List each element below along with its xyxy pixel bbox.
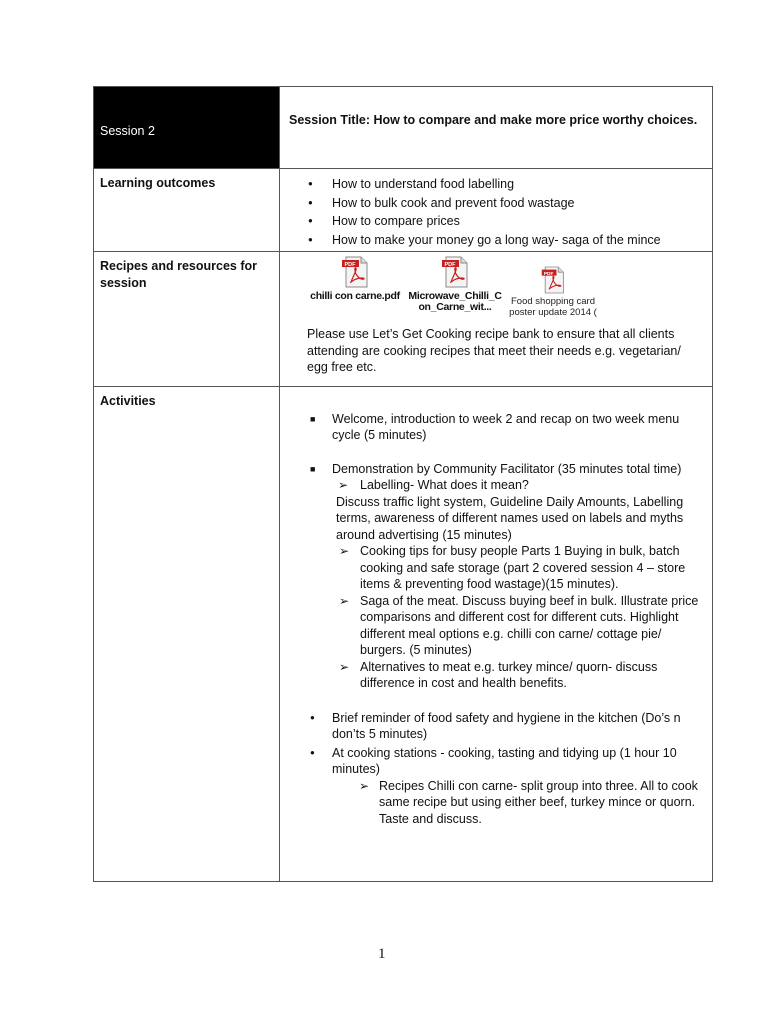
square-bullet-icon: ■ xyxy=(310,463,316,474)
learning-outcomes-list xyxy=(308,175,704,249)
attachment-food-shopping-card[interactable] xyxy=(503,266,603,318)
activities-cell xyxy=(280,386,713,882)
demo-cooking-tips: Cooking tips for busy people Parts 1 Buying in bulk, batch cooking and safe storage (part 2 covered session 4 – store items & preventing food wastage)(15 minutes). xyxy=(360,544,686,591)
learning-outcomes-cell xyxy=(280,169,713,252)
demo-saga: Saga of the meat. Discuss buying beef in bulk. Illustrate price comparisons and different cost for different cuts. Highlight different meal options e.g. chilli con carne/ cottage pie/ burgers. (5 minutes) xyxy=(360,593,699,657)
arrow-bullet-icon: ➢ xyxy=(339,659,350,674)
learning-outcomes-row xyxy=(94,169,713,252)
activities-label: Activities xyxy=(94,386,280,882)
activity-item xyxy=(310,745,704,828)
attachment-microwave-chilli[interactable] xyxy=(409,256,501,313)
sub-item xyxy=(336,659,704,692)
arrow-bullet-icon: ➢ xyxy=(338,478,349,492)
sub-item-arrow xyxy=(356,778,704,828)
session-title: Session Title: How to compare and make more price worthy choices. xyxy=(280,87,713,169)
svg-text:PDF: PDF xyxy=(543,271,554,277)
attachments-row xyxy=(307,256,704,324)
session-plan-table xyxy=(93,86,713,882)
attachment-chilli-con-carne[interactable] xyxy=(307,256,403,302)
arrow-bullet-icon: ➢ xyxy=(339,593,350,608)
session-number-cell xyxy=(94,87,280,169)
recipes-label: Recipes and resources for session xyxy=(94,252,280,387)
svg-text:PDF: PDF xyxy=(444,262,456,268)
list-item: ● How to bulk cook and prevent food wastage xyxy=(308,194,704,213)
recipes-note: Please use Let’s Get Cooking recipe bank to ensure that all clients attending are cooking recipes that meet their needs e.g. vegetarian/ egg free etc. xyxy=(307,327,681,374)
recipes-cell xyxy=(280,252,713,387)
activity-demo-heading: Demonstration by Community Facilitator (35 minutes total time) xyxy=(332,461,682,476)
activity-item xyxy=(310,461,704,692)
session-header-row xyxy=(94,87,713,169)
bullet-icon: ● xyxy=(310,712,315,722)
activity-stations: At cooking stations - cooking, tasting and tidying up (1 hour 10 minutes) xyxy=(332,745,677,776)
sub-item xyxy=(336,593,704,659)
list-item: ● How to compare prices xyxy=(308,212,704,231)
arrow-bullet-icon: ➢ xyxy=(359,778,370,793)
activities-row xyxy=(94,386,713,882)
activity-reminder: Brief reminder of food safety and hygiene in the kitchen (Do’s n don’ts 5 minutes) xyxy=(332,710,681,741)
activity-item xyxy=(310,411,704,444)
arrow-bullet-icon: ➢ xyxy=(339,544,350,558)
bullet-icon: ● xyxy=(310,747,315,757)
attachment-name: Microwave_Chilli_C on_Carne_wit... xyxy=(408,290,502,313)
demo-labelling-detail: Discuss traffic light system, Guideline Daily Amounts, Labelling terms, awareness of different names used on labels and myths around advertising (15 minutes) xyxy=(336,494,684,542)
attachment-name: Food shopping card poster update 2014 ( xyxy=(509,296,597,318)
session-number: Session 2 xyxy=(100,124,155,139)
pdf-file-icon xyxy=(440,256,470,288)
page-number: 1 xyxy=(378,946,386,962)
svg-text:PDF: PDF xyxy=(344,262,356,268)
list-item: ● How to make your money go a long way- saga of the mince xyxy=(308,231,704,250)
stations-recipe: Recipes Chilli con carne- split group into three. All to cook same recipe but using either beef, turkey mince or quorn. Taste and discuss. xyxy=(379,778,698,826)
sub-item xyxy=(332,477,704,494)
demo-alternatives: Alternatives to meat e.g. turkey mince/ quorn- discuss difference in cost and health benefits. xyxy=(360,659,658,690)
pdf-file-icon xyxy=(340,256,370,288)
activity-item xyxy=(310,710,704,743)
pdf-file-icon xyxy=(540,266,566,294)
list-item: ● How to understand food labelling xyxy=(308,175,704,194)
activity-welcome: Welcome, introduction to week 2 and recap on two week menu cycle (5 minutes) xyxy=(332,411,680,442)
square-bullet-icon: ■ xyxy=(310,413,316,424)
recipes-row xyxy=(94,252,713,387)
sub-item xyxy=(336,543,704,593)
learning-outcomes-label: Learning outcomes xyxy=(94,169,280,252)
attachment-name: chilli con carne.pdf xyxy=(310,290,400,302)
sub-item xyxy=(332,778,704,828)
demo-labelling: Labelling- What does it mean? xyxy=(360,478,529,492)
